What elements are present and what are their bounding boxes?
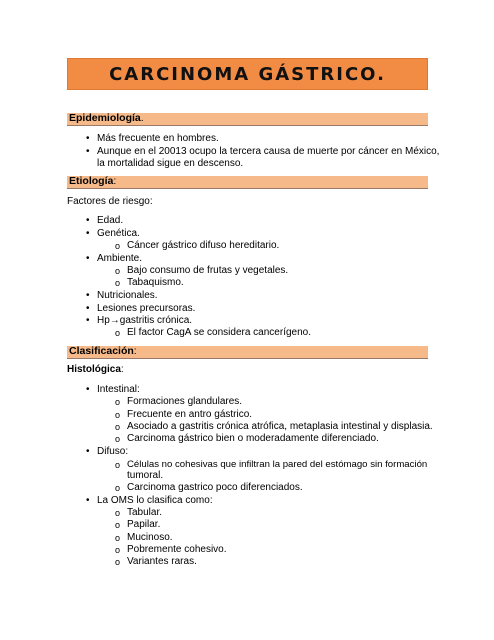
list-item: Aunque en el 20013 ocupo la tercera causa de muerte por cáncer en México, [97,146,440,157]
sub-list-item: Variantes raras. [127,556,197,567]
bullet: • [86,146,90,157]
sub-list-item: Papilar. [127,519,161,530]
list-item: Edad. [97,215,124,226]
sub-list-item: Mucinoso. [127,532,173,543]
sub-list-item: Cáncer gástrico difuso hereditario. [127,240,280,251]
title-banner [67,58,428,90]
sub-bullet: o [115,508,121,518]
bullet: • [86,315,90,326]
sub-list-item-continuation: tumoral. [127,470,164,481]
sub-bullet: o [115,422,121,432]
section-header-clasificacion [67,346,428,359]
bullet: • [86,303,90,314]
section-label: Clasificación: [69,345,137,357]
sub-bullet: o [115,266,121,276]
bullet: • [86,446,90,457]
sub-list-item: Pobremente cohesivo. [127,544,227,555]
arrow-right-icon: → [109,315,120,326]
list-item: Lesiones precursoras. [97,303,196,314]
bullet: • [86,384,90,395]
sub-list-item: Carcinoma gástrico bien o moderadamente diferenciado. [127,433,379,444]
list-item: Más frecuente en hombres. [97,133,219,144]
list-item: Difuso: [97,446,129,457]
bullet: • [86,228,90,239]
list-item: Ambiente. [97,253,143,264]
subheading-histologica: Histológica: [67,364,124,375]
section-header-etiologia [67,176,428,189]
intro-text: Factores de riesgo: [67,196,153,207]
sub-bullet: o [115,557,121,567]
sub-bullet: o [115,460,121,470]
section-header-epidemiologia [67,113,428,126]
sub-bullet: o [115,533,121,543]
sub-bullet: o [115,520,121,530]
sub-bullet: o [115,278,121,288]
sub-bullet: o [115,397,121,407]
sub-bullet: o [115,545,121,555]
bullet: • [86,253,90,264]
sub-list-item: Frecuente en antro gástrico. [127,409,253,420]
sub-list-item: Tabular. [127,507,163,518]
list-item: La OMS lo clasifica como: [97,495,213,506]
list-item: Nutricionales. [97,290,158,301]
section-label: Epidemiología. [69,112,144,124]
sub-list-item: Células no cohesivas que infiltran la pared del estómago sin formación [127,459,428,470]
list-item: Intestinal: [97,384,140,395]
sub-list-item: Tabaquismo. [127,277,184,288]
sub-list-item: Formaciones glandulares. [127,396,243,407]
bullet: • [86,495,90,506]
section-label: Etiología: [69,175,117,187]
sub-list-item: Bajo consumo de frutas y vegetales. [127,265,289,276]
sub-bullet: o [115,328,121,338]
sub-bullet: o [115,410,121,420]
sub-list-item: Carcinoma gastrico poco diferenciados. [127,482,303,493]
list-item: Hp→gastritis crónica. [97,315,193,326]
list-item-continuation: la mortalidad sigue en descenso. [97,158,244,169]
sub-list-item: El factor CagA se considera cancerígeno. [127,327,311,338]
page-title: CARCINOMA GÁSTRICO. [109,63,386,85]
list-item: Genética. [97,228,140,239]
sub-bullet: o [115,483,121,493]
sub-bullet: o [115,241,121,251]
bullet: • [86,133,90,144]
bullet: • [86,290,90,301]
bullet: • [86,215,90,226]
sub-bullet: o [115,434,121,444]
sub-list-item: Asociado a gastritis crónica atrófica, metaplasia intestinal y displasia. [127,421,433,432]
